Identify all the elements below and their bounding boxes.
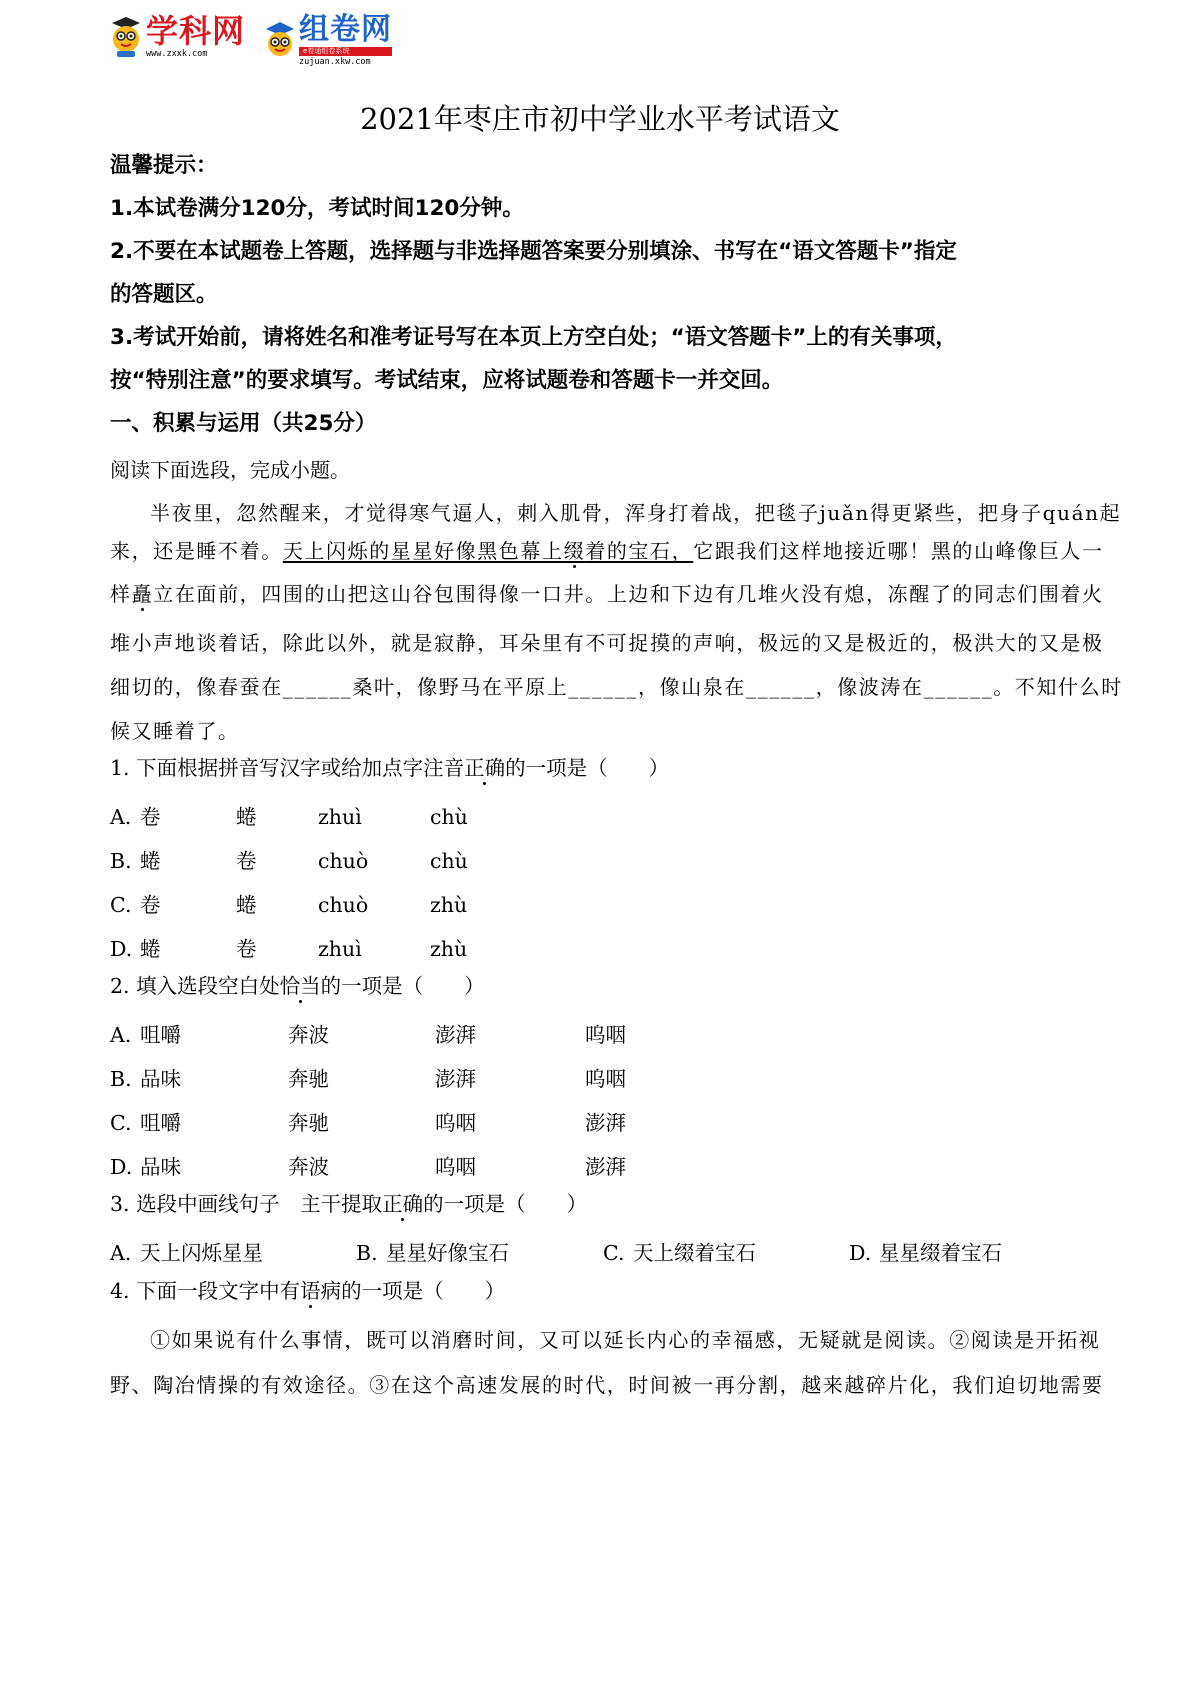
option-cell[interactable]: chuò [318,893,369,917]
option-cell[interactable]: 卷 [140,893,161,917]
tip-1: 1.本试卷满分120分，考试时间120分钟。 [110,196,524,221]
question-4-stem [110,1276,505,1306]
option-cell[interactable]: chù [430,849,468,873]
option-cell[interactable]: 呜咽 [435,1111,476,1135]
mascot-icon [108,15,144,59]
passage-text: 它跟我们这样地接近哪！黑的山峰像巨人一 [693,539,1104,563]
option-cell[interactable]: 呜咽 [585,1023,626,1047]
option-cell[interactable]: 品味 [140,1155,181,1179]
dotted-word: 恰当 [279,974,321,998]
passage-line-5: 细切的，像春蚕在______桑叶，像野马在平原上______，像山泉在______，像波涛在______。不知什么时 [110,675,1123,699]
passage-text: 来，还是睡不着。 [110,539,283,563]
reading-instruction: 阅读下面选段，完成小题。 [110,458,350,482]
option-cell[interactable]: 澎湃 [585,1155,626,1179]
passage-line-3 [110,578,1104,611]
option-cell[interactable]: 蜷 [140,849,161,873]
underlined-part-1: 天上闪烁的星星好像黑色幕上 [282,539,564,563]
zxxk-logo-url: www.zxxk.com [146,49,208,59]
section-heading: 一、积累与运用（共25分） [110,411,377,436]
option-cell[interactable]: 卷 [236,937,257,961]
dotted-word: 正确 [464,756,506,780]
option-label[interactable]: B. [110,849,132,873]
option-cell[interactable]: 呜咽 [585,1067,626,1091]
option-cell[interactable]: 蜷 [140,937,161,961]
option-cell[interactable]: zhù [430,893,468,917]
passage-line-1: 半夜里，忽然醒来，才觉得寒气逼人，刺入肌骨，浑身打着战，把毯子juǎn得更紧些，把身子quán起 [150,501,1122,525]
option-text[interactable]: 天上闪烁星星 [140,1241,263,1265]
dotted-word: 有语病 [279,1279,342,1303]
stem-text: 的一项是（ ） [341,1279,506,1303]
option-cell[interactable]: 澎湃 [585,1111,626,1135]
page-title: 2021年枣庄市初中学业水平考试语文 [360,102,840,136]
stem-text: 2. 填入选段空白处 [110,974,280,998]
mascot-icon [263,19,297,63]
zujuan-logo-tag: e卷通组卷系统 [299,47,392,56]
zxxk-logo[interactable] [108,14,245,59]
option-cell[interactable]: 奔波 [288,1155,329,1179]
option-cell[interactable]: chuò [318,849,369,873]
stem-text: 4. 下面一段文字中 [110,1279,280,1303]
passage-text: 立在面前，四围的山把这山谷包围得像一口井。上边和下边有几堆火没有熄，冻醒了的同志们围着火 [153,582,1104,606]
underlined-sentence [283,539,693,563]
option-cell[interactable]: chù [430,805,468,829]
tip-3-line-1: 3.考试开始前，请将姓名和准考证号写在本页上方空白处；“语文答题卡”上的有关事项， [110,325,957,350]
question-1-stem [110,753,669,783]
option-cell[interactable]: zhù [430,937,468,961]
option-cell[interactable]: 澎湃 [435,1023,476,1047]
underlined-part-2: 着的宝石， [585,539,694,563]
zujuan-logo[interactable] [263,14,392,67]
tip-3-line-2: 按“特别注意”的要求填写。考试结束，应将试题卷和答题卡一并交回。 [110,368,784,393]
question-4-text-line-2: 野、陶冶情操的有效途径。③在这个高速发展的时代，时间被一再分割，越来越碎片化，我们迫切地需要 [110,1373,1104,1397]
option-cell[interactable]: 奔驰 [288,1111,329,1135]
question-4-text-line-1: ①如果说有什么事情，既可以消磨时间，又可以延长内心的幸福感，无疑就是阅读。②阅读是开拓视 [150,1328,1101,1352]
stem-text: 1. 下面根据拼音写汉字或给加点字注音 [110,756,465,780]
option-cell[interactable]: 奔波 [288,1023,329,1047]
stem-text: 的一项是（ ） [423,1192,588,1216]
option-text[interactable]: 天上缀着宝石 [633,1241,756,1265]
option-cell[interactable]: 卷 [140,805,161,829]
option-label[interactable]: A. [110,805,132,829]
option-label[interactable]: C. [110,1111,132,1135]
stem-text: 3. 选段中画线句子 主干提取 [110,1192,383,1216]
option-cell[interactable]: 澎湃 [435,1067,476,1091]
option-text[interactable]: 星星缀着宝石 [879,1241,1002,1265]
option-label[interactable]: D. [110,937,133,961]
tip-2-line-2: 的答题区。 [110,282,218,307]
emphasis-zhengque [464,756,505,780]
option-cell[interactable]: 卷 [236,849,257,873]
passage-text: 样 [110,582,132,606]
option-label[interactable]: B. [356,1241,378,1265]
dotted-char-zhui: 缀 [563,539,586,563]
option-text[interactable]: 星星好像宝石 [386,1241,509,1265]
option-cell[interactable]: 蜷 [236,893,257,917]
zxxk-logo-name: 学科网 [146,12,246,50]
passage-line-6: 候又睡着了。 [110,719,240,743]
option-cell[interactable]: zhuì [318,937,362,961]
question-3-stem [110,1189,587,1219]
header-logos [108,14,410,70]
option-label[interactable]: D. [110,1155,133,1179]
option-cell[interactable]: 咀嚼 [140,1111,181,1135]
passage-line-4: 堆小声地谈着话，除此以外，就是寂静，耳朵里有不可捉摸的声响，极远的又是极近的，极洪大的又是极 [110,631,1104,655]
dotted-char-chu: 矗 [131,582,154,606]
option-cell[interactable]: 品味 [140,1067,181,1091]
option-cell[interactable]: 奔驰 [288,1067,329,1091]
zujuan-logo-url: zujuan.xkw.com [299,57,371,67]
option-label[interactable]: D. [849,1241,872,1265]
option-label[interactable]: C. [110,893,132,917]
option-label[interactable]: C. [603,1241,625,1265]
question-2-stem [110,971,485,1001]
stem-text: 的一项是（ ） [320,974,485,998]
stem-text: 的一项是（ ） [505,756,670,780]
option-cell[interactable]: 蜷 [236,805,257,829]
option-label[interactable]: A. [110,1023,132,1047]
option-cell[interactable]: 咀嚼 [140,1023,181,1047]
passage-line-2 [110,535,1104,568]
tip-2-line-1: 2.不要在本试题卷上答题，选择题与非选择题答案要分别填涂、书写在“语文答题卡”指定 [110,239,957,264]
option-label[interactable]: A. [110,1241,132,1265]
option-cell[interactable]: 呜咽 [435,1155,476,1179]
option-label[interactable]: B. [110,1067,132,1091]
tips-heading: 温馨提示： [110,153,218,178]
dotted-word: 正确 [382,1192,424,1216]
zujuan-logo-name: 组卷网 [299,12,393,47]
option-cell[interactable]: zhuì [318,805,362,829]
